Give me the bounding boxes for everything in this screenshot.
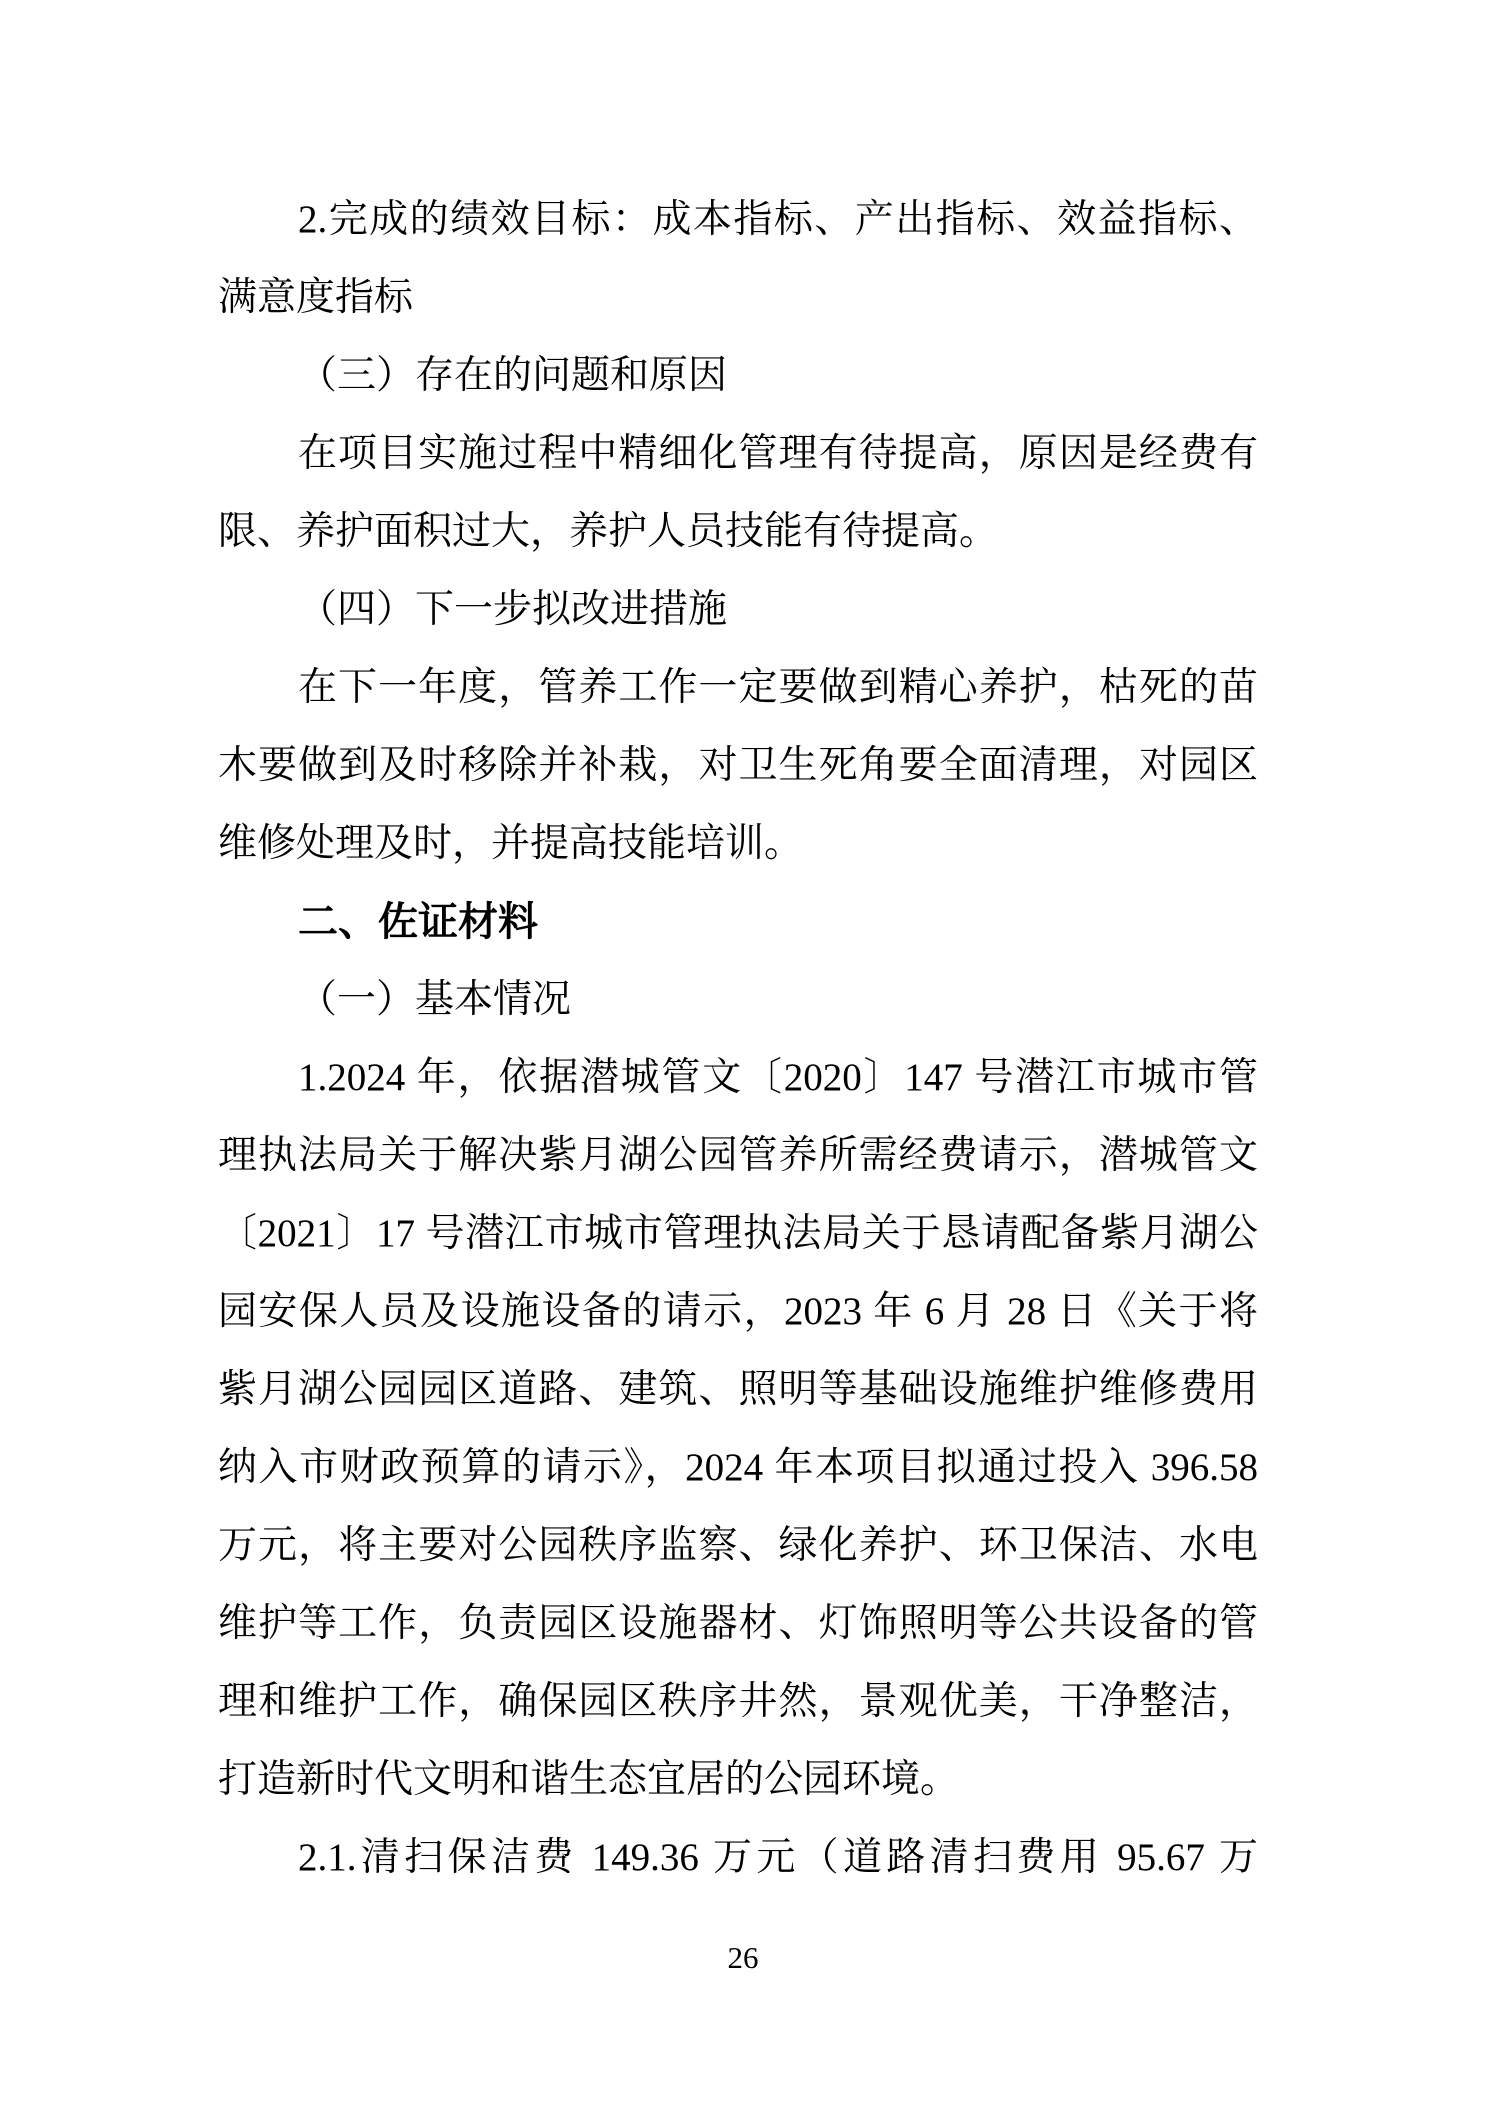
- text-line: 理和维护工作，确保园区秩序井然，景观优美，干净整洁，: [218, 1680, 1258, 1723]
- text-line: 木要做到及时移除并补栽，对卫生死角要全面清理，对园区: [218, 744, 1258, 787]
- subsection-heading: （一）基本情况: [298, 978, 572, 1021]
- text-line: 限、养护面积过大，养护人员技能有待提高。: [218, 510, 999, 553]
- text-line: 园安保人员及设施设备的请示，2023 年 6 月 28 日《关于将: [218, 1290, 1258, 1333]
- text-line: 2.1.清扫保洁费 149.36 万元（道路清扫费用 95.67 万: [298, 1836, 1258, 1879]
- text-line: 纳入市财政预算的请示》，2024 年本项目拟通过投入 396.58: [218, 1446, 1258, 1489]
- document-body: [218, 181, 1258, 1897]
- subsection-heading: （三）存在的问题和原因: [298, 354, 728, 397]
- text-line: 紫月湖公园园区道路、建筑、照明等基础设施维护维修费用: [218, 1368, 1258, 1411]
- text-line: 1.2024 年，依据潜城管文〔2020〕147 号潜江市城市管: [298, 1056, 1258, 1099]
- text-line: 满意度指标: [218, 276, 414, 319]
- page-number: 26: [727, 1940, 759, 1975]
- section-heading: 二、佐证材料: [298, 900, 538, 944]
- text-line: 在下一年度，管养工作一定要做到精心养护，枯死的苗: [298, 666, 1258, 709]
- text-line: 维修处理及时，并提高技能培训。: [218, 822, 804, 865]
- text-line: 维护等工作，负责园区设施器材、灯饰照明等公共设备的管: [218, 1602, 1258, 1645]
- text-line: 2.完成的绩效目标：成本指标、产出指标、效益指标、: [298, 198, 1258, 241]
- subsection-heading: （四）下一步拟改进措施: [298, 588, 728, 631]
- text-line: 在项目实施过程中精细化管理有待提高，原因是经费有: [298, 432, 1258, 475]
- text-line: 万元，将主要对公园秩序监察、绿化养护、环卫保洁、水电: [218, 1524, 1258, 1567]
- text-line: 〔2021〕17 号潜江市城市管理执法局关于恳请配备紫月湖公: [218, 1212, 1258, 1255]
- text-line: 打造新时代文明和谐生态宜居的公园环境。: [218, 1758, 960, 1801]
- text-line: 理执法局关于解决紫月湖公园管养所需经费请示，潜城管文: [218, 1134, 1258, 1177]
